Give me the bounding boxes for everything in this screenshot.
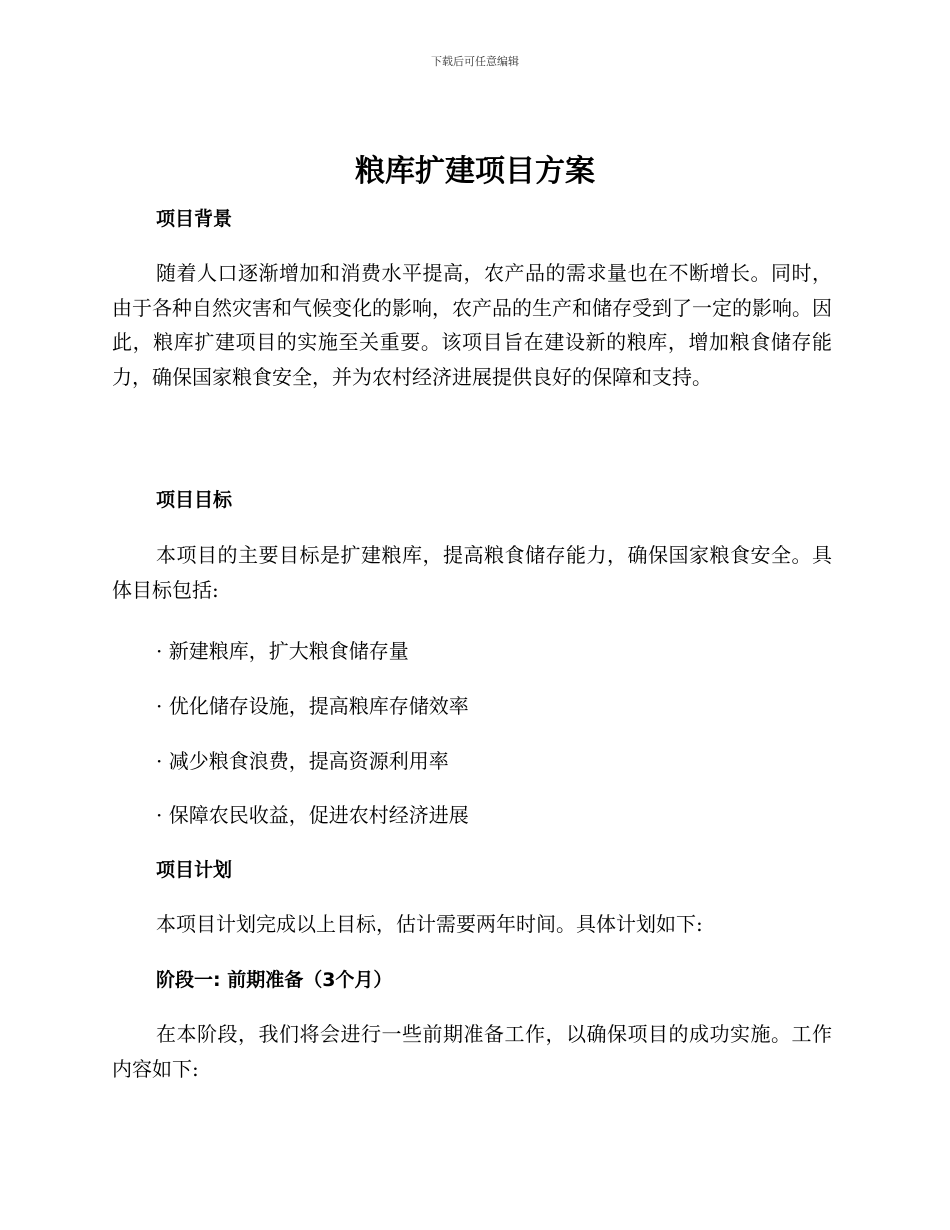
section-heading-background: 项目背景 <box>156 208 233 230</box>
list-item-goal-2: · 优化储存设施，提高粮库存储效率 <box>156 694 469 718</box>
list-item-goal-4: · 保障农民收益，促进农村经济进展 <box>156 803 469 827</box>
document-title: 粮库扩建项目方案 <box>355 154 595 189</box>
section-heading-plan: 项目计划 <box>156 859 233 881</box>
list-item-goal-3: · 减少粮食浪费，提高资源利用率 <box>156 749 449 773</box>
paragraph-phase1: 在本阶段，我们将会进行一些前期准备工作，以确保项目的成功实施。工作内容如下: <box>112 1022 832 1081</box>
header-note: 下载后可任意编辑 <box>431 55 519 68</box>
paragraph-goals: 本项目的主要目标是扩建粮库，提高粮食储存能力，确保国家粮食安全。具体目标包括: <box>112 543 832 602</box>
section-heading-phase1: 阶段一: 前期准备（3个月） <box>156 969 393 991</box>
paragraph-plan: 本项目计划完成以上目标，估计需要两年时间。具体计划如下: <box>156 912 703 936</box>
section-heading-goals: 项目目标 <box>156 489 233 511</box>
paragraph-background: 随着人口逐渐增加和消费水平提高，农产品的需求量也在不断增长。同时，由于各种自然灾害和气候变化的影响，农产品的生产和储存受到了一定的影响。因此，粮库扩建项目的实施至关重要。该项目旨在建设新的粮库，增加粮食储存能力，确保国家粮食安全，并为农村经济进展提供良好的保障和支持。 <box>112 261 832 389</box>
list-item-goal-1: · 新建粮库，扩大粮食储存量 <box>156 639 409 663</box>
